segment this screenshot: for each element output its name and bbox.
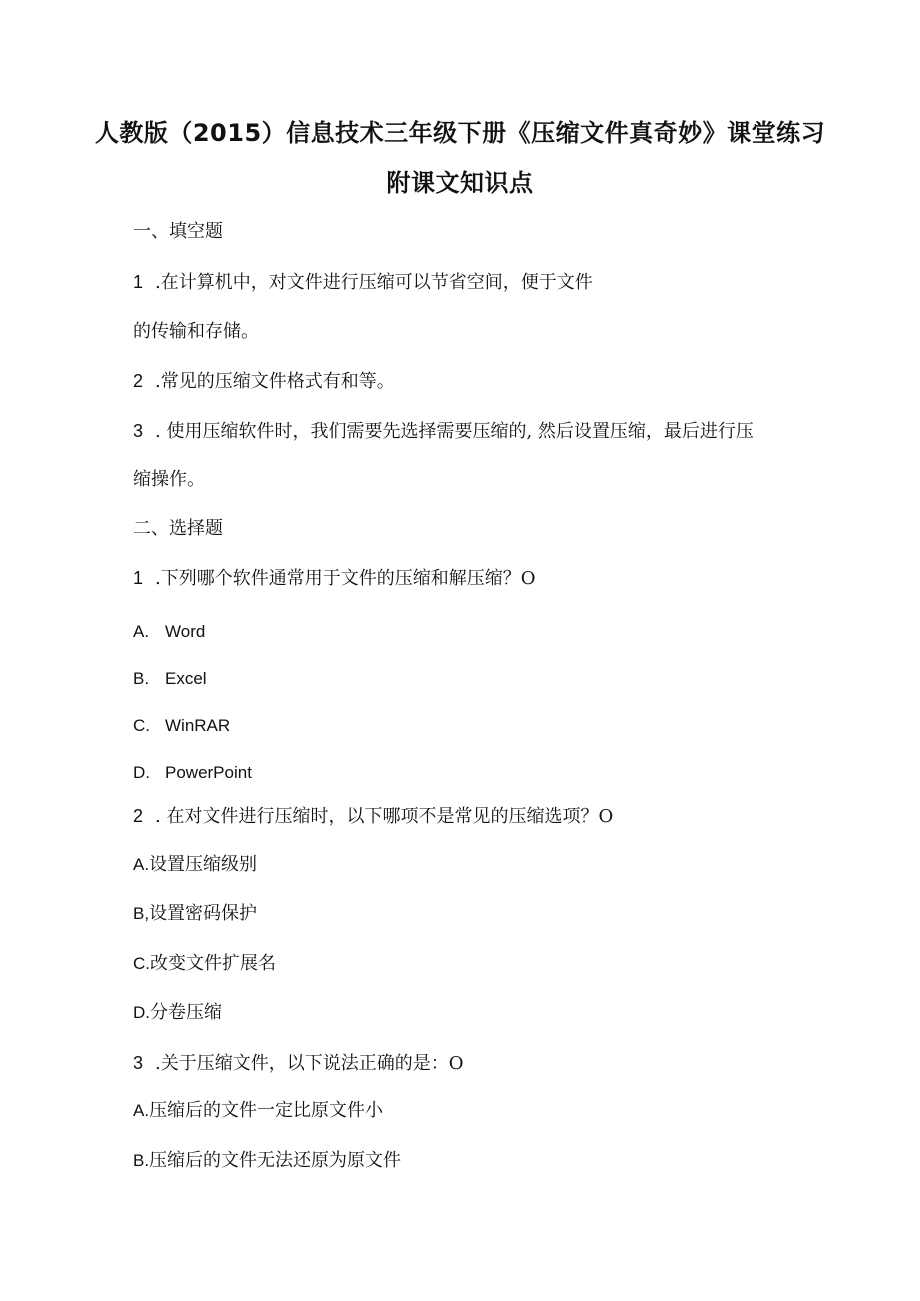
option-label: D. bbox=[133, 1003, 150, 1022]
question-1-fill-continuation: 的传输和存储。 bbox=[133, 321, 259, 342]
question-text: .常见的压缩文件格式有和等。 bbox=[155, 371, 395, 392]
option-label: B. bbox=[133, 669, 150, 688]
option-label: C. bbox=[133, 716, 150, 735]
question-3-fill-continuation: 缩操作。 bbox=[133, 469, 205, 490]
option-text: 压缩后的文件无法还原为原文件 bbox=[149, 1150, 402, 1171]
option-text: 压缩后的文件一定比原文件小 bbox=[149, 1100, 384, 1121]
question-text: .下列哪个软件通常用于文件的压缩和解压缩？O bbox=[155, 568, 536, 589]
option-text: Word bbox=[165, 622, 206, 641]
option-label: D. bbox=[133, 763, 150, 782]
option-label: B. bbox=[133, 1151, 150, 1170]
document-subtitle: 附课文知识点 bbox=[386, 169, 534, 197]
option-d bbox=[133, 1000, 222, 1026]
question-number: 2 bbox=[133, 371, 144, 391]
option-c bbox=[133, 951, 276, 977]
option-label: C. bbox=[133, 954, 150, 973]
option-b bbox=[133, 901, 257, 927]
question-1-choice bbox=[133, 565, 535, 592]
question-text: .关于压缩文件，以下说法正确的是：O bbox=[155, 1053, 464, 1074]
option-text: WinRAR bbox=[165, 716, 231, 735]
option-label: B, bbox=[133, 904, 150, 923]
option-text: PowerPoint bbox=[165, 763, 252, 782]
option-text: 改变文件扩展名 bbox=[150, 953, 276, 974]
question-number: 1 bbox=[133, 568, 144, 588]
question-1-fill bbox=[133, 269, 593, 296]
option-b bbox=[133, 666, 207, 692]
question-number: 3 bbox=[133, 1053, 144, 1073]
question-2-fill bbox=[133, 368, 395, 395]
question-2-choice bbox=[133, 803, 613, 830]
question-number: 2 bbox=[133, 806, 144, 826]
option-text: 设置密码保护 bbox=[149, 903, 258, 924]
question-3-choice bbox=[133, 1050, 463, 1077]
option-label: A. bbox=[133, 855, 150, 874]
option-text: 分卷压缩 bbox=[150, 1002, 222, 1023]
document-title: 人教版（2015）信息技术三年级下册《压缩文件真奇妙》课堂练习 bbox=[94, 119, 826, 147]
option-a bbox=[133, 852, 257, 878]
section-heading-choice: 二、选择题 bbox=[133, 518, 223, 539]
option-label: A. bbox=[133, 622, 150, 641]
section-heading-fill-blank: 一、填空题 bbox=[133, 221, 223, 242]
option-d bbox=[133, 760, 252, 786]
option-b bbox=[133, 1148, 401, 1174]
question-text: . 使用压缩软件时，我们需要先选择需要压缩的, 然后设置压缩，最后进行压 bbox=[155, 421, 754, 442]
question-text: .在计算机中，对文件进行压缩可以节省空间，便于文件 bbox=[155, 272, 593, 293]
question-number: 1 bbox=[133, 272, 144, 292]
question-3-fill bbox=[133, 418, 754, 445]
option-c bbox=[133, 713, 230, 739]
question-number: 3 bbox=[133, 421, 144, 441]
option-label: A. bbox=[133, 1101, 150, 1120]
option-text: Excel bbox=[165, 669, 207, 688]
question-text: . 在对文件进行压缩时，以下哪项不是常见的压缩选项？O bbox=[155, 806, 614, 827]
option-a bbox=[133, 619, 205, 645]
option-text: 设置压缩级别 bbox=[149, 854, 258, 875]
option-a bbox=[133, 1098, 383, 1124]
